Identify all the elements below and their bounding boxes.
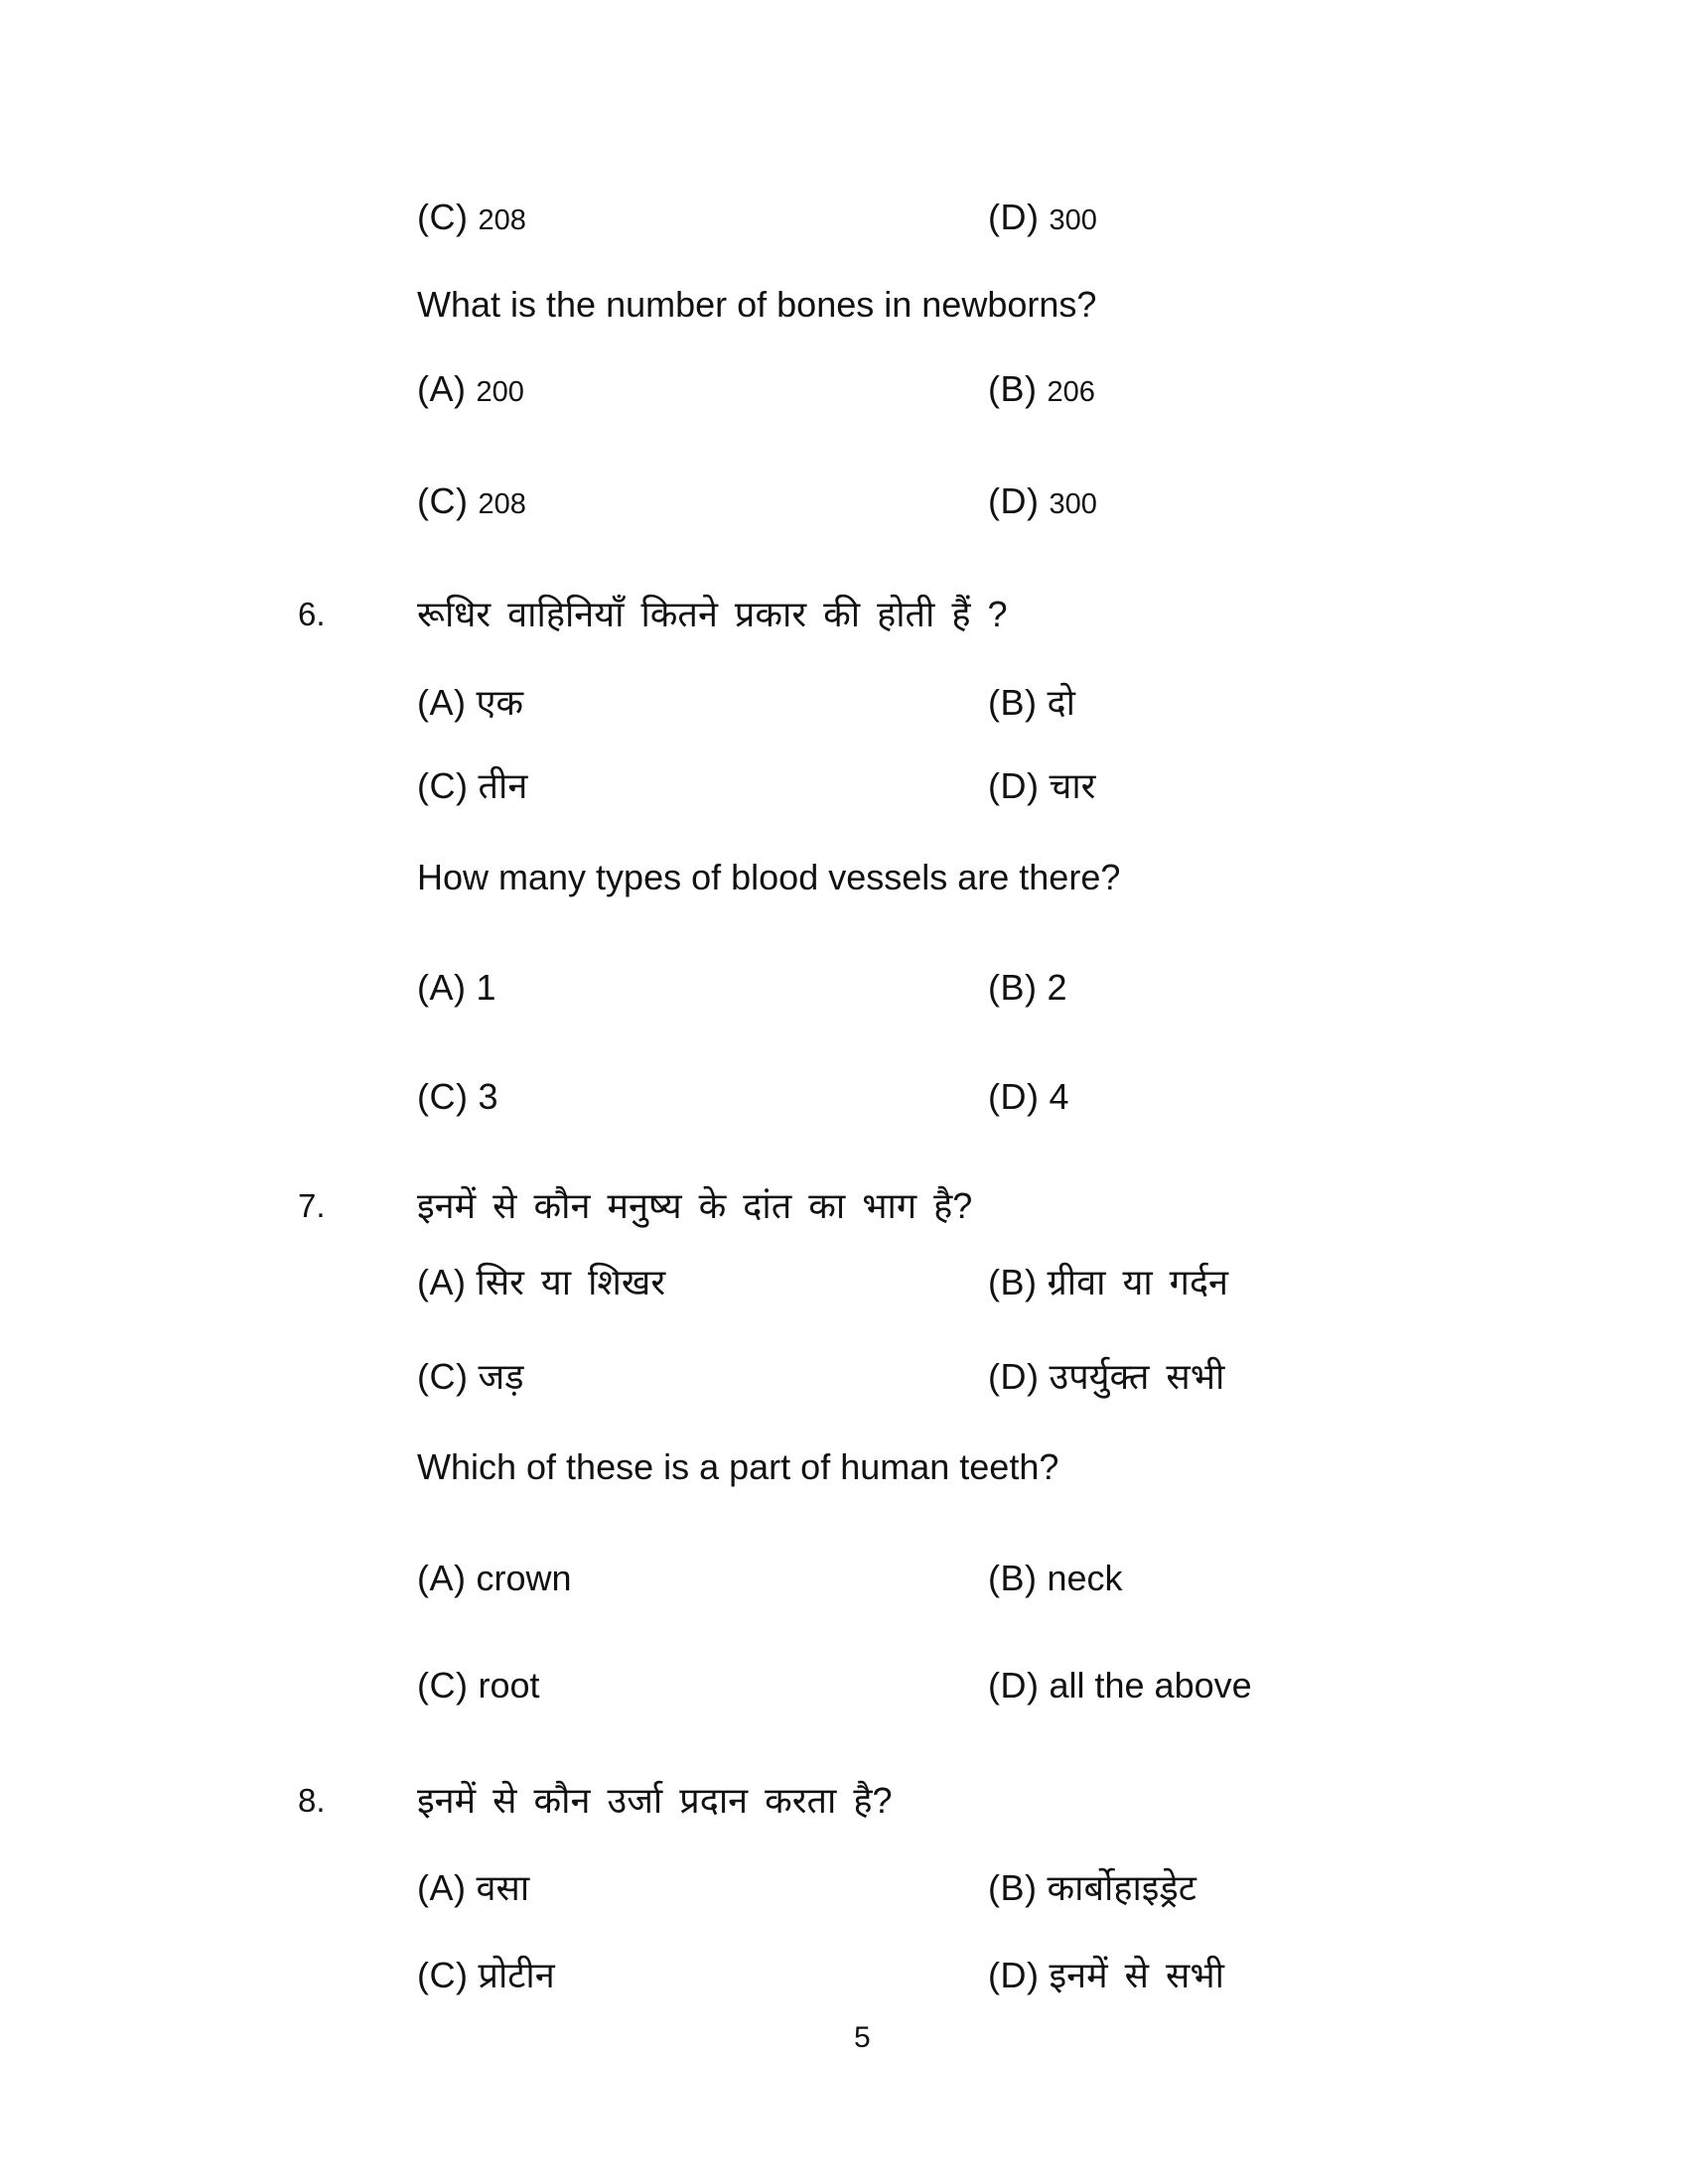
option	[988, 966, 1067, 1010]
option-label: (B)	[988, 1558, 1038, 1598]
option	[988, 1954, 1224, 1997]
option	[988, 196, 1097, 242]
option-value: 200	[476, 376, 524, 408]
option-label: (A)	[417, 967, 467, 1008]
option	[417, 764, 527, 808]
option-label: (A)	[417, 682, 467, 723]
option-label: (D)	[988, 197, 1040, 237]
option-value: all the above	[1049, 1665, 1252, 1706]
question-text-english: How many types of blood vessels are there?	[417, 857, 1121, 897]
option-row	[0, 367, 1688, 415]
option	[988, 681, 1075, 725]
option	[988, 1664, 1252, 1707]
option-label: (D)	[988, 480, 1040, 521]
option	[988, 764, 1095, 808]
option-row	[0, 764, 1688, 812]
option-row	[0, 1261, 1688, 1308]
option-row	[0, 1075, 1688, 1123]
option	[417, 1075, 498, 1119]
option	[417, 196, 526, 242]
option-label: (C)	[417, 765, 469, 806]
option-label: (C)	[417, 1665, 469, 1706]
option	[988, 367, 1095, 414]
option-value: root	[478, 1665, 540, 1706]
question-number: 7.	[298, 1187, 326, 1224]
option-label: (C)	[417, 1955, 469, 1995]
option-label: (A)	[417, 368, 467, 409]
option	[988, 1261, 1228, 1304]
option-value: 4	[1049, 1076, 1069, 1117]
option-value: एक	[476, 682, 524, 723]
option-value: 208	[478, 205, 526, 236]
option-value: 300	[1049, 488, 1097, 520]
option-row	[0, 479, 1688, 527]
option-value: प्रोटीन	[478, 1955, 555, 1995]
option-value: 206	[1047, 376, 1095, 408]
option-value: neck	[1047, 1558, 1123, 1598]
option	[417, 1557, 572, 1600]
option	[988, 479, 1097, 526]
option-label: (D)	[988, 1665, 1040, 1706]
option-row	[0, 1866, 1688, 1914]
option	[417, 1954, 555, 1997]
option-value: 3	[478, 1076, 498, 1117]
question-number: 8.	[298, 1782, 326, 1819]
option-label: (B)	[988, 1867, 1038, 1908]
option-label: (B)	[988, 967, 1038, 1008]
option-value: 208	[478, 488, 526, 520]
option-row	[0, 1954, 1688, 2001]
option-value: ग्रीवा या गर्दन	[1047, 1262, 1229, 1302]
option-value: चार	[1049, 765, 1096, 806]
question-text-english: What is the number of bones in newborns?	[417, 284, 1097, 325]
question-text-hindi: इनमें से कौन उर्जा प्रदान करता है?	[417, 1780, 893, 1821]
option-value: उपर्युक्त सभी	[1049, 1356, 1225, 1397]
option-value: तीन	[478, 765, 528, 806]
option-value: जड़	[478, 1356, 524, 1397]
option	[988, 1557, 1123, 1600]
option	[417, 1866, 529, 1910]
option-value: सिर या शिखर	[476, 1262, 666, 1302]
option-value: इनमें से सभी	[1049, 1955, 1224, 1995]
option-label: (D)	[988, 765, 1040, 806]
option-row	[0, 966, 1688, 1014]
option-label: (C)	[417, 480, 469, 521]
option-row	[0, 196, 1688, 243]
option-label: (A)	[417, 1558, 467, 1598]
question-row	[0, 593, 1688, 640]
question-row	[0, 1445, 1688, 1493]
question-row	[0, 1779, 1688, 1827]
option-row	[0, 1664, 1688, 1711]
option-label: (C)	[417, 1076, 469, 1117]
question-text-hindi: रूधिर वाहिनियाँ कितने प्रकार की होती हैं ?	[417, 594, 1008, 634]
option-label: (B)	[988, 682, 1038, 723]
option-label: (C)	[417, 197, 469, 237]
page-number: 5	[854, 2021, 871, 2054]
option	[988, 1075, 1069, 1119]
question-row	[0, 283, 1688, 331]
option-label: (B)	[988, 1262, 1038, 1302]
question-text-hindi: इनमें से कौन मनुष्य के दांत का भाग है?	[417, 1185, 973, 1226]
option-label: (A)	[417, 1867, 467, 1908]
question-number: 6.	[298, 596, 326, 632]
option	[417, 367, 524, 414]
option	[988, 1355, 1224, 1399]
option-value: दो	[1047, 682, 1075, 723]
option-label: (D)	[988, 1955, 1040, 1995]
option	[988, 1866, 1196, 1910]
question-row	[0, 856, 1688, 903]
option-value: 1	[476, 967, 496, 1008]
option-row	[0, 1557, 1688, 1604]
option	[417, 479, 526, 526]
option	[417, 1355, 523, 1399]
option-value: crown	[476, 1558, 572, 1598]
question-text-english: Which of these is a part of human teeth?	[417, 1446, 1059, 1487]
option-label: (B)	[988, 368, 1038, 409]
option-value: वसा	[476, 1867, 530, 1908]
option-label: (D)	[988, 1356, 1040, 1397]
option-label: (A)	[417, 1262, 467, 1302]
question-row	[0, 1184, 1688, 1232]
option-value: 2	[1047, 967, 1067, 1008]
option-label: (D)	[988, 1076, 1040, 1117]
option	[417, 1664, 540, 1707]
option-label: (C)	[417, 1356, 469, 1397]
option	[417, 681, 523, 725]
option-value: कार्बोहाइड्रेट	[1047, 1867, 1196, 1908]
option-row	[0, 681, 1688, 729]
option	[417, 1261, 665, 1304]
option-value: 300	[1049, 205, 1097, 236]
option-row	[0, 1355, 1688, 1403]
option	[417, 966, 496, 1010]
